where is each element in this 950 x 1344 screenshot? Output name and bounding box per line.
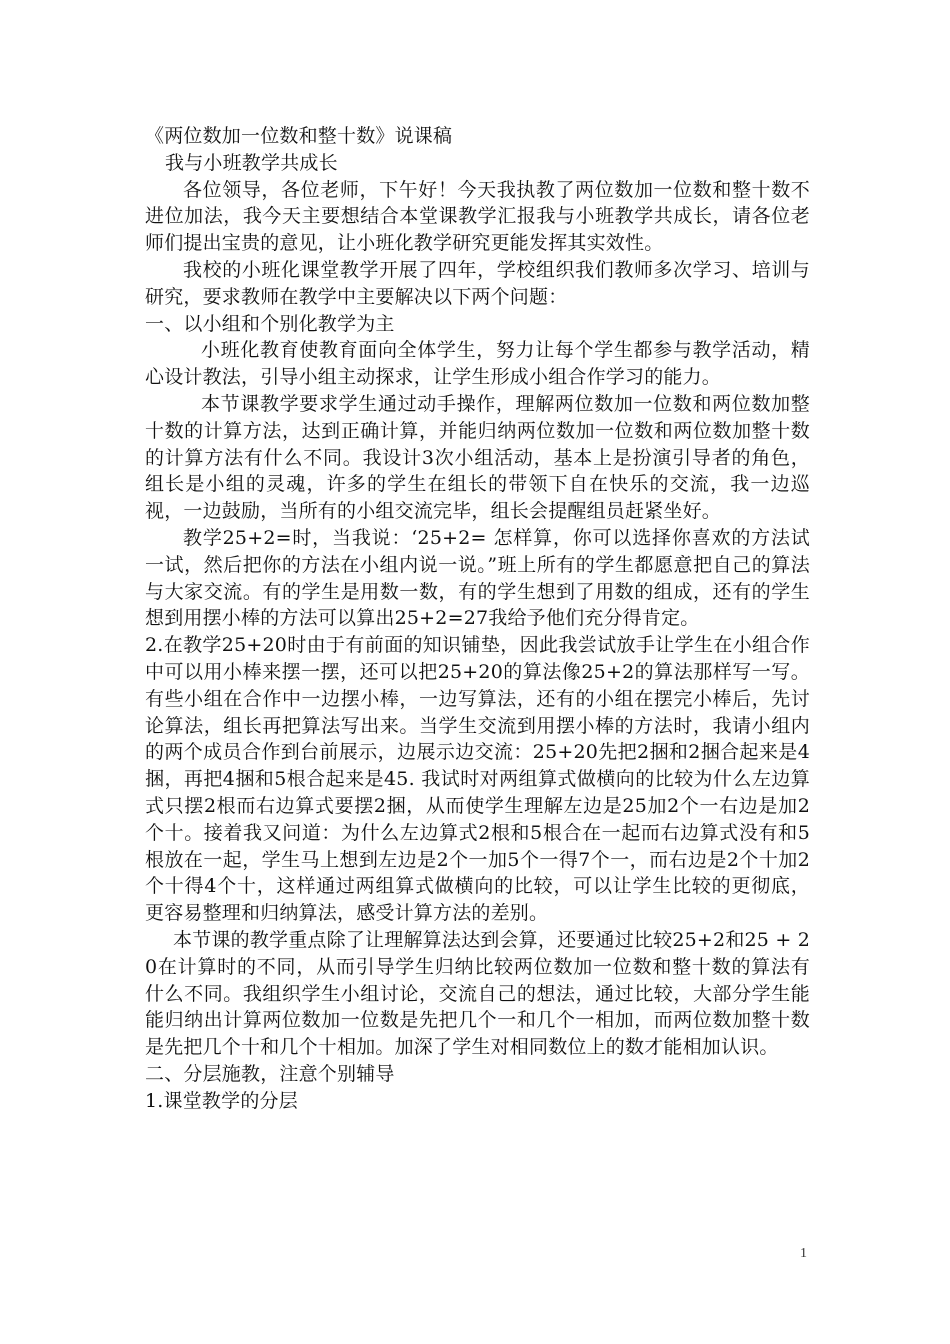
paragraph-background: 我校的小班化课堂教学开展了四年，学校组织我们教师多次学习、培训与研究，要求教师在教学中主要解决以下两个问题： (145, 258, 810, 308)
paragraph-key-point: 本节课的教学重点除了让理解算法达到会算，还要通过比较25+2和25 + 20在计算时的不同，从而引导学生归纳比较两位数加一位数和整十数的算法有什么不同。我组织学生小组讨论，交流自己的想法，通过比较，大部分学生能能归纳出计算两位数加一位数是先把几个一和几个一相加，而两位数加整十数是先把几个十和几个十相加。加深了学生对相同数位上的数才能相加认识。 (145, 928, 810, 1059)
subsection-heading-1: 1.课堂教学的分层 (145, 1089, 298, 1112)
paragraph-teaching-25-plus-2: 教学25+2=时，当我说：‘25+2= 怎样算，你可以选择你喜欢的方法试一试，然后把你的方法在小组内说一说。”班上所有的学生都愿意把自己的算法与大家交流。有的学生是用数一数，有的学生想到了用数的组成，还有的学生想到用摆小棒的方法可以算出25+2=27我给予他们充分得肯定。 (145, 526, 810, 630)
document-body (145, 123, 810, 1114)
document-subtitle: 我与小班教学共成长 (165, 151, 338, 174)
paragraph-lesson-goal: 本节课教学要求学生通过动手操作，理解两位数加一位数和两位数加整十数的计算方法，达到正确计算，并能归纳两位数加一位数和两位数加整十数的计算方法有什么不同。我设计3次小组活动，基本上是扮演引导者的角色，组长是小组的灵魂，许多的学生在组长的带领下自在快乐的交流，我一边巡视，一边鼓励，当所有的小组交流完毕，组长会提醒组员赶紧坐好。 (145, 392, 810, 523)
paragraph-small-class: 小班化教育使教育面向全体学生，努力让每个学生都参与教学活动，精心设计教法，引导小组主动探求，让学生形成小组合作学习的能力。 (145, 339, 810, 389)
paragraph-greeting: 各位领导，各位老师，下午好！今天我执教了两位数加一位数和整十数不进位加法，我今天主要想结合本堂课教学汇报我与小班教学共成长，请各位老师们提出宝贵的意见，让小班化教学研究更能发挥其实效性。 (145, 178, 810, 255)
section-heading-1: 一、以小组和个别化教学为主 (145, 312, 395, 335)
document-title: 《两位数加一位数和整十数》说课稿 (145, 125, 453, 147)
page-number: 1 (800, 1246, 807, 1261)
section-heading-2: 二、分层施教，注意个别辅导 (145, 1062, 395, 1085)
paragraph-teaching-25-plus-20: 2.在教学25+20时由于有前面的知识铺垫，因此我尝试放手让学生在小组合作中可以用小棒来摆一摆，还可以把25+20的算法像25+2的算法那样写一写。有些小组在合作中一边摆小棒，一边写算法，还有的小组在摆完小棒后，先讨论算法，组长再把算法写出来。当学生交流到用摆小棒的方法时，我请小组内的两个成员合作到台前展示，边展示边交流：25+20先把2捆和2捆合起来是4捆，再把4捆和5根合起来是45. 我试时对两组算式做横向的比较为什么左边算式只摆2根而右边算式要摆2捆，从而使学生理解左边是25加2个一右边是加2个十。接着我又问道：为什么左边算式2根和5根合在一起而右边算式没有和5根放在一起，学生马上想到左边是2个一加5个一得7个一，而右边是2个十加2个十得4个十，这样通过两组算式做横向的比较，可以让学生比较的更彻底，更容易整理和归纳算法，感受计算方法的差别。 (145, 634, 810, 925)
